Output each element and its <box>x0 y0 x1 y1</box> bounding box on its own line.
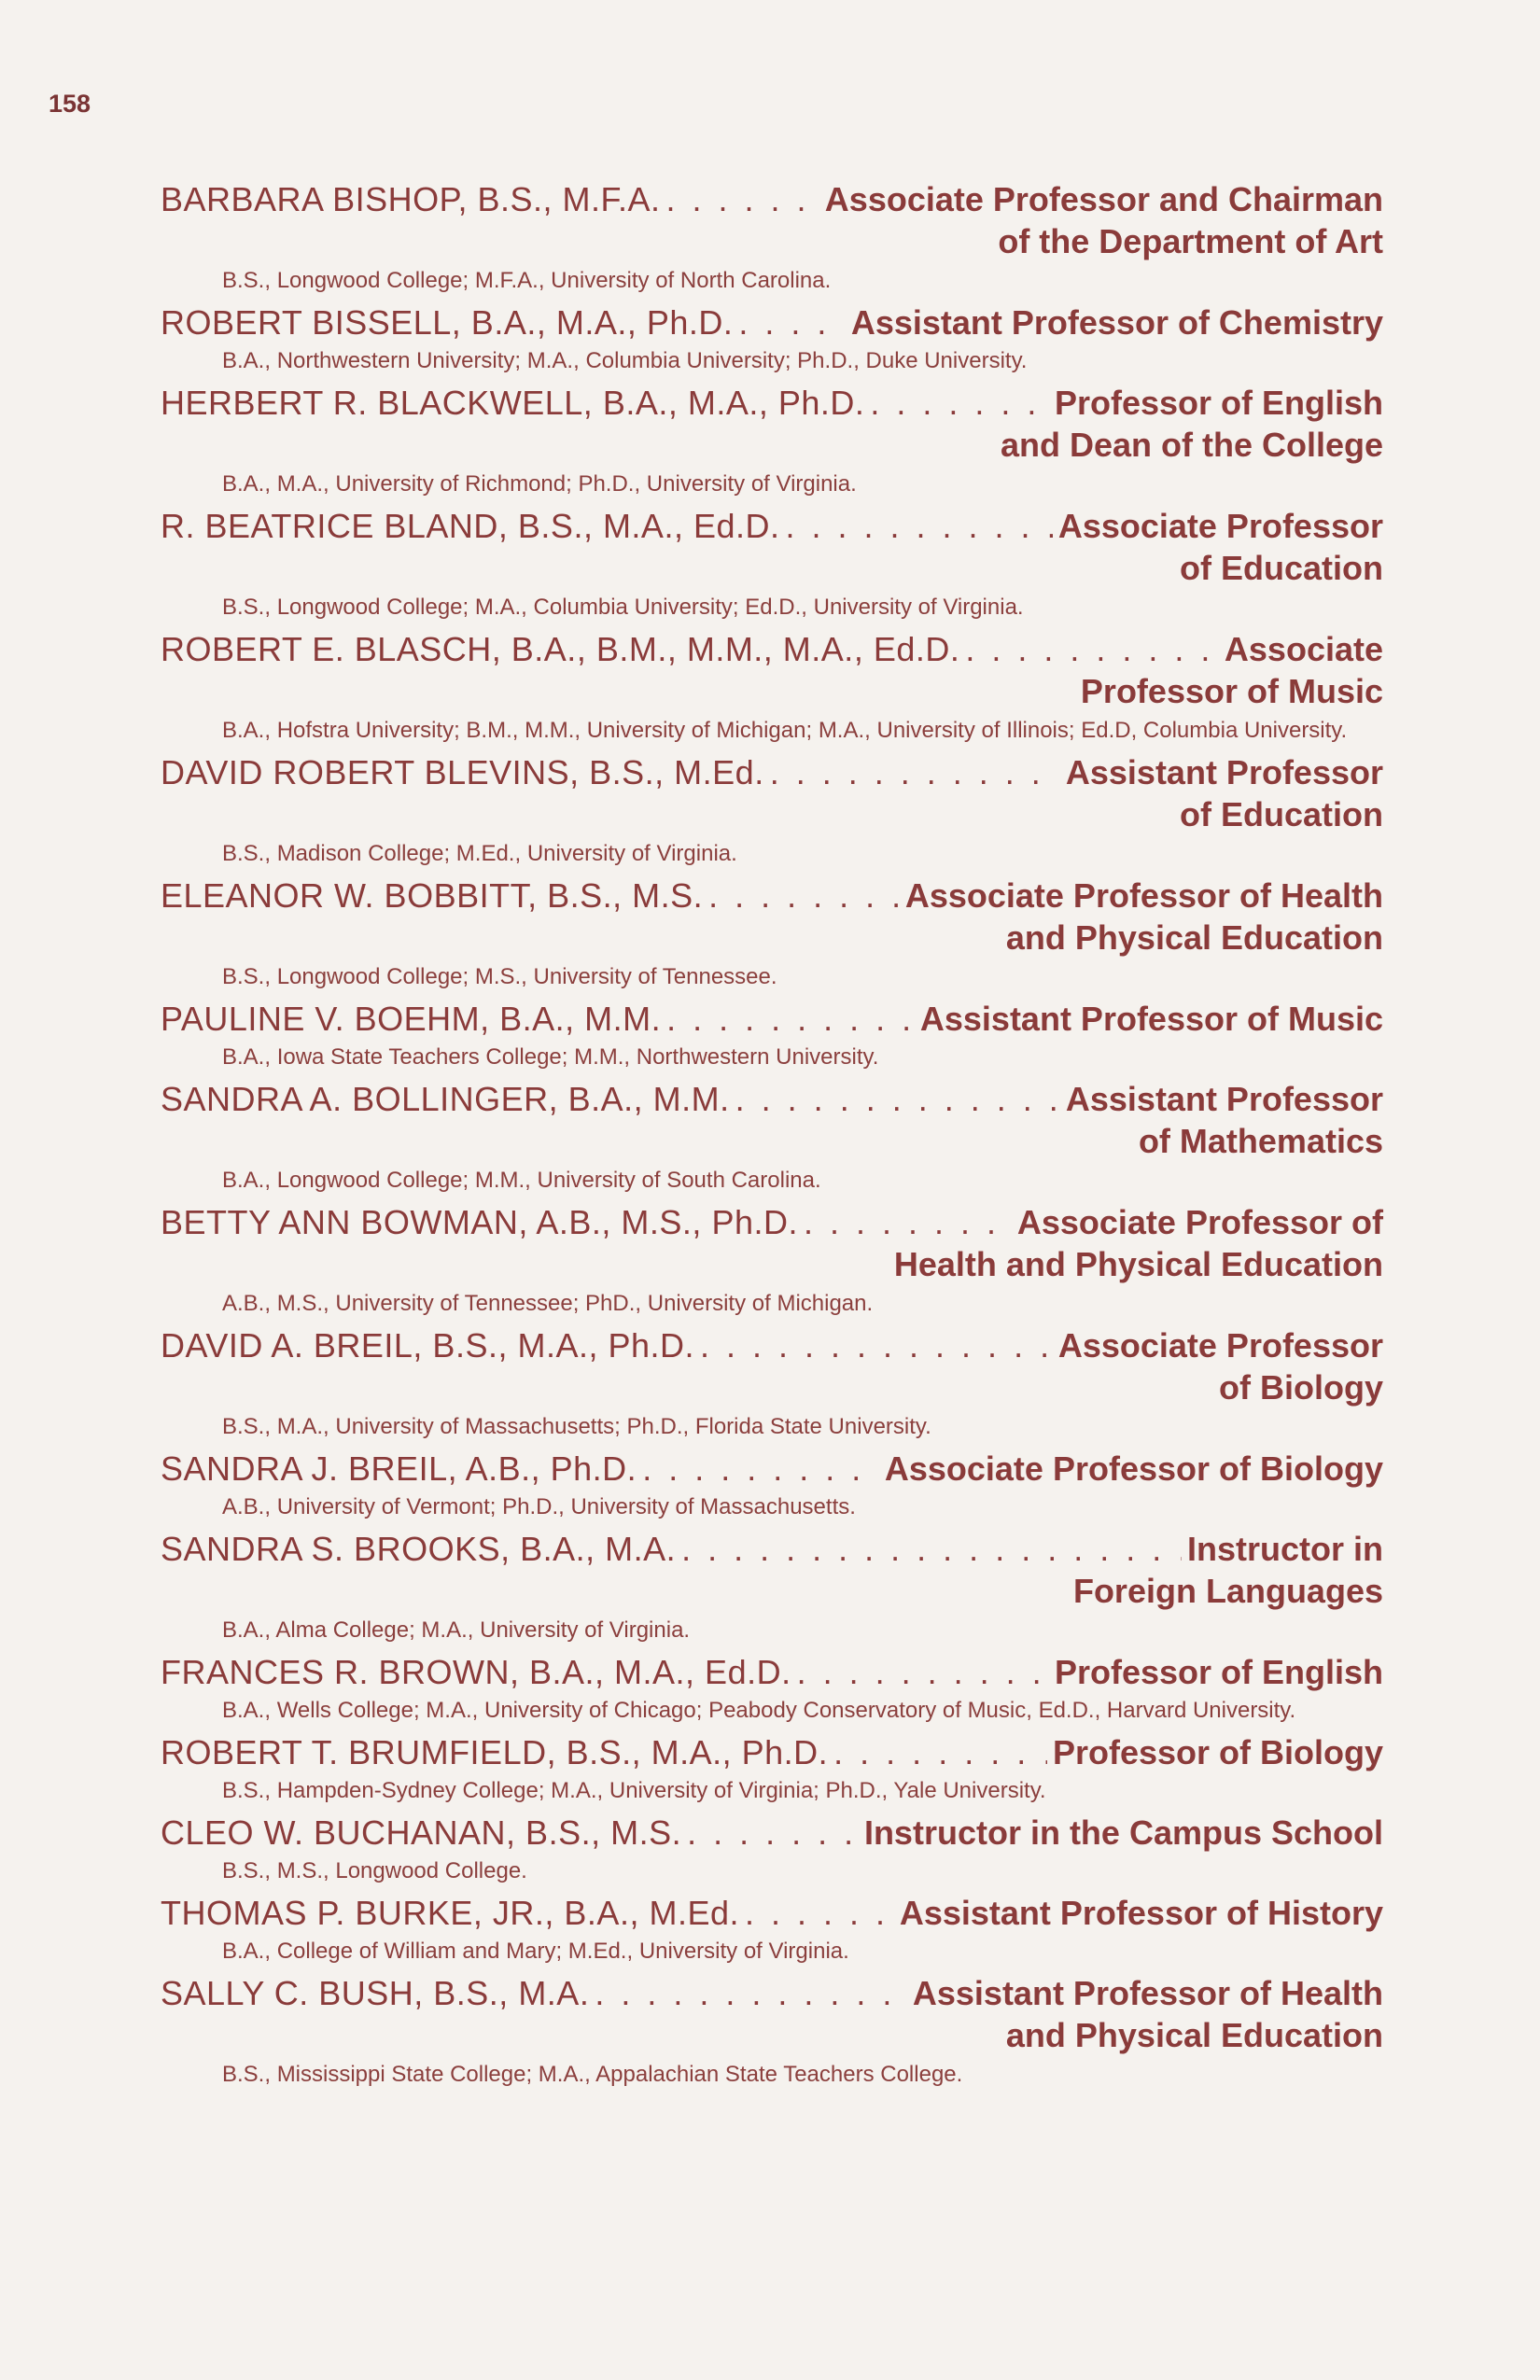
faculty-degrees: B.S., Madison College; M.Ed., University of Virginia. <box>222 841 737 866</box>
faculty-degrees: B.A., Wells College; M.A., University of Chicago; Peabody Conservatory of Music, Ed.D., Harvard University. <box>222 1698 1296 1723</box>
faculty-title: Assistant Professor <box>1065 753 1383 791</box>
faculty-name: SANDRA S. BROOKS, B.A., M.A. <box>161 1530 677 1568</box>
faculty-name: THOMAS P. BURKE, JR., B.A., M.Ed. <box>161 1894 739 1932</box>
leader-dots <box>735 1079 1060 1120</box>
faculty-title: Assistant Professor of History <box>899 1894 1383 1932</box>
faculty-degrees: B.A., Longwood College; M.M., University of South Carolina. <box>222 1168 821 1193</box>
faculty-degrees: B.S., M.A., University of Massachusetts; Ph.D., Florida State University. <box>222 1414 931 1439</box>
faculty-entry <box>161 1202 1383 1320</box>
faculty-title: Assistant Professor of Health <box>912 1974 1383 2012</box>
faculty-title: Associate Professor of Health <box>904 876 1383 915</box>
faculty-name: PAULINE V. BOEHM, B.A., M.M. <box>161 1000 662 1038</box>
faculty-entry <box>161 383 1383 500</box>
faculty-degrees: A.B., University of Vermont; Ph.D., University of Massachusetts. <box>222 1494 856 1519</box>
leader-dots <box>681 1529 1182 1570</box>
faculty-title-continued: of Education <box>1180 549 1383 587</box>
faculty-title: Assistant Professor of Music <box>919 1000 1383 1038</box>
leader-dots <box>833 1732 1047 1773</box>
faculty-entry <box>161 1813 1383 1887</box>
faculty-title-continued: Foreign Languages <box>1072 1572 1383 1610</box>
faculty-title-continued: and Dean of the College <box>1000 426 1383 464</box>
faculty-name: ROBERT E. BLASCH, B.A., B.M., M.M., M.A., Ed.D. <box>161 630 960 668</box>
faculty-list <box>161 179 1383 2096</box>
faculty-name: ELEANOR W. BOBBITT, B.S., M.S. <box>161 876 704 915</box>
leader-dots <box>642 1449 879 1490</box>
faculty-title-continued: of the Department of Art <box>998 222 1383 260</box>
faculty-title: Associate Professor of Biology <box>884 1449 1383 1488</box>
leader-dots <box>870 383 1049 424</box>
leader-dots <box>786 506 1053 547</box>
faculty-title: Associate <box>1224 630 1383 668</box>
leader-dots <box>797 1652 1049 1693</box>
faculty-title-continued: and Physical Education <box>1005 2016 1383 2054</box>
faculty-degrees: B.S., Longwood College; M.A., Columbia University; Ed.D., University of Virginia. <box>222 595 1024 620</box>
faculty-title: Associate Professor and Chairman <box>824 180 1383 218</box>
leader-dots <box>666 179 819 220</box>
faculty-name: SANDRA A. BOLLINGER, B.A., M.M. <box>161 1080 730 1118</box>
faculty-entry <box>161 1652 1383 1727</box>
leader-dots <box>745 1893 894 1934</box>
faculty-entry <box>161 506 1383 623</box>
faculty-name: BARBARA BISHOP, B.S., M.F.A. <box>161 180 661 218</box>
leader-dots <box>804 1202 1012 1243</box>
faculty-title: Instructor in <box>1186 1530 1383 1568</box>
faculty-name: HERBERT R. BLACKWELL, B.A., M.A., Ph.D. <box>161 384 865 422</box>
faculty-name: FRANCES R. BROWN, B.A., M.A., Ed.D. <box>161 1653 791 1691</box>
faculty-entry <box>161 1732 1383 1807</box>
faculty-title: Associate Professor of <box>1016 1203 1383 1241</box>
leader-dots <box>700 1325 1053 1366</box>
faculty-degrees: B.S., Hampden-Sydney College; M.A., University of Virginia; Ph.D., Yale University. <box>222 1778 1046 1803</box>
faculty-title: Professor of English <box>1054 384 1383 422</box>
faculty-degrees: B.A., Northwestern University; M.A., Columbia University; Ph.D., Duke University. <box>222 348 1028 373</box>
faculty-entry <box>161 999 1383 1073</box>
faculty-entry <box>161 1529 1383 1646</box>
faculty-name: DAVID A. BREIL, B.S., M.A., Ph.D. <box>161 1326 695 1365</box>
faculty-degrees: B.S., Longwood College; M.S., University of Tennessee. <box>222 964 777 989</box>
faculty-name: CLEO W. BUCHANAN, B.S., M.S. <box>161 1813 682 1852</box>
faculty-degrees: B.S., M.S., Longwood College. <box>222 1858 527 1883</box>
leader-dots <box>666 999 915 1040</box>
faculty-entry <box>161 1973 1383 2091</box>
faculty-entry <box>161 302 1383 377</box>
leader-dots <box>738 302 845 343</box>
faculty-title-continued: Health and Physical Education <box>893 1245 1383 1283</box>
faculty-degrees: B.S., Mississippi State College; M.A., Appalachian State Teachers College. <box>222 2062 963 2087</box>
faculty-entry <box>161 1449 1383 1523</box>
faculty-entry <box>161 752 1383 870</box>
faculty-title: Professor of Biology <box>1052 1733 1383 1771</box>
leader-dots <box>708 875 900 917</box>
faculty-entry <box>161 1325 1383 1443</box>
faculty-title: Assistant Professor of Chemistry <box>850 303 1383 342</box>
faculty-title-continued: Professor of Music <box>1080 672 1383 710</box>
faculty-entry <box>161 1893 1383 1967</box>
faculty-degrees: A.B., M.S., University of Tennessee; PhD., University of Michigan. <box>222 1291 874 1316</box>
leader-dots <box>595 1973 907 2014</box>
leader-dots <box>770 752 1060 793</box>
faculty-title-continued: of Education <box>1180 795 1383 833</box>
page-number: 158 <box>49 90 91 118</box>
faculty-title: Assistant Professor <box>1065 1080 1383 1118</box>
faculty-name: R. BEATRICE BLAND, B.S., M.A., Ed.D. <box>161 507 780 545</box>
faculty-name: ROBERT BISSELL, B.A., M.A., Ph.D. <box>161 303 734 342</box>
faculty-degrees: B.A., Iowa State Teachers College; M.M., Northwestern University. <box>222 1044 879 1070</box>
leader-dots <box>687 1813 859 1854</box>
faculty-name: BETTY ANN BOWMAN, A.B., M.S., Ph.D. <box>161 1203 798 1241</box>
faculty-degrees: B.A., Hofstra University; B.M., M.M., University of Michigan; M.A., University of Illinois; Ed.D, Columbia University. <box>222 718 1348 743</box>
faculty-title-continued: and Physical Education <box>1005 918 1383 957</box>
faculty-name: SANDRA J. BREIL, A.B., Ph.D. <box>161 1449 637 1488</box>
faculty-degrees: B.A., M.A., University of Richmond; Ph.D., University of Virginia. <box>222 471 857 497</box>
leader-dots <box>965 629 1219 670</box>
faculty-entry <box>161 875 1383 993</box>
faculty-entry <box>161 1079 1383 1197</box>
faculty-name: DAVID ROBERT BLEVINS, B.S., M.Ed. <box>161 753 764 791</box>
faculty-entry <box>161 629 1383 747</box>
faculty-title: Associate Professor <box>1057 507 1383 545</box>
faculty-title: Instructor in the Campus School <box>863 1813 1383 1852</box>
faculty-title: Associate Professor <box>1057 1326 1383 1365</box>
faculty-title-continued: of Biology <box>1219 1368 1383 1407</box>
faculty-degrees: B.A., College of William and Mary; M.Ed., University of Virginia. <box>222 1939 849 1964</box>
faculty-degrees: B.S., Longwood College; M.F.A., University of North Carolina. <box>222 268 832 293</box>
faculty-name: ROBERT T. BRUMFIELD, B.S., M.A., Ph.D. <box>161 1733 829 1771</box>
faculty-title-continued: of Mathematics <box>1138 1122 1383 1160</box>
faculty-title: Professor of English <box>1054 1653 1383 1691</box>
faculty-entry <box>161 179 1383 297</box>
faculty-name: SALLY C. BUSH, B.S., M.A. <box>161 1974 590 2012</box>
faculty-degrees: B.A., Alma College; M.A., University of Virginia. <box>222 1617 691 1643</box>
